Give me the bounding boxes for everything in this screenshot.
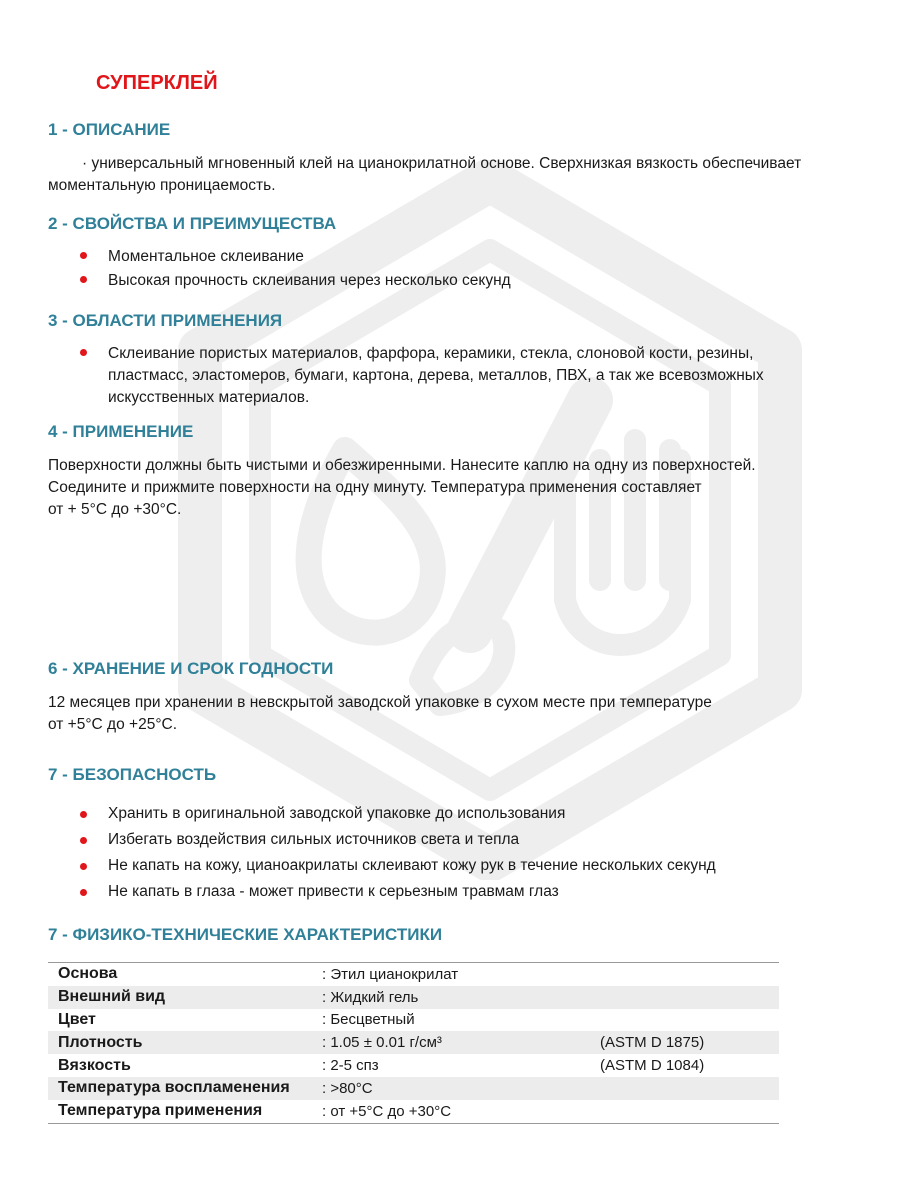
- list-item-text: Избегать воздействия сильных источников света и тепла: [108, 831, 520, 848]
- list-item: [80, 801, 870, 827]
- list-item: [80, 879, 870, 905]
- bullet-dot-icon: [80, 349, 87, 356]
- section-4-line: от + 5°С до +30°С.: [48, 501, 182, 518]
- section-3-list: [80, 343, 870, 409]
- section-6-heading: 6 - ХРАНЕНИЕ И СРОК ГОДНОСТИ: [48, 659, 334, 678]
- table-row: [48, 1077, 779, 1100]
- table-row: [48, 986, 779, 1009]
- section-3-heading: 3 - ОБЛАСТИ ПРИМЕНЕНИЯ: [48, 311, 283, 330]
- list-item: [80, 853, 870, 879]
- section-2-heading: 2 - СВОЙСТВА И ПРЕИМУЩЕСТВА: [48, 214, 337, 233]
- spec-value: : Бесцветный: [322, 1011, 415, 1029]
- section-4-line: Соедините и прижмите поверхности на одну минуту. Температура применения составляет: [48, 479, 702, 496]
- spec-name: Основа: [48, 963, 322, 986]
- spec-name: Цвет: [58, 1010, 96, 1028]
- section-6-line: от +5°С до +25°С.: [48, 716, 178, 733]
- list-item-text: Высокая прочность склеивания через несколько секунд: [108, 272, 511, 289]
- list-item: [80, 246, 860, 268]
- section-4-line: Поверхности должны быть чистыми и обезжиренными. Нанесите каплю на одну из поверхностей.: [48, 457, 756, 474]
- list-item-text: Не капать на кожу, цианоакрилаты склеивают кожу рук в течение нескольких секунд: [108, 857, 716, 874]
- section-1-text: [48, 153, 868, 197]
- section-1-heading: 1 - ОПИСАНИЕ: [48, 120, 171, 139]
- list-item-line: пластмасс, эластомеров, бумаги, картона, дерева, металлов, ПВХ, а так же всевозможных: [108, 367, 764, 384]
- spec-value: : >80°С: [322, 1077, 600, 1100]
- spec-value: : 2-5 спз: [322, 1057, 379, 1075]
- spec-standard: [600, 963, 779, 986]
- spec-value: : Этил цианокрилат: [322, 963, 600, 986]
- list-item: [80, 343, 870, 409]
- list-item: [80, 827, 870, 853]
- spec-name: Температура воспламенения: [48, 1077, 322, 1100]
- table-row: [48, 1009, 779, 1032]
- bullet-dot-icon: [80, 811, 87, 818]
- section-7-heading: 7 - БЕЗОПАСНОСТЬ: [48, 765, 217, 784]
- list-item-line: Склеивание пористых материалов, фарфора, керамики, стекла, слоновой кости, резины,: [108, 345, 754, 362]
- spec-standard: (ASTM D 1875): [600, 1031, 779, 1054]
- section-4-heading: 4 - ПРИМЕНЕНИЕ: [48, 422, 194, 441]
- spec-value: : Жидкий гель: [322, 986, 600, 1009]
- spec-name: Плотность: [48, 1031, 322, 1054]
- section-7-list: [80, 801, 870, 905]
- section-1-line: моментальную проницаемость.: [48, 177, 276, 194]
- section-4-text: [48, 455, 878, 521]
- bullet-dot-icon: [80, 276, 87, 283]
- spec-standard: [600, 1009, 779, 1032]
- table-row: [48, 1100, 779, 1123]
- spec-name: Вязкость: [58, 1056, 131, 1074]
- spec-standard: [600, 986, 779, 1009]
- spec-standard: [600, 1077, 779, 1100]
- spec-standard: [600, 1100, 779, 1123]
- list-item-text: Не капать в глаза - может привести к серьезным травмам глаз: [108, 883, 559, 900]
- bullet-dot-icon: [80, 889, 87, 896]
- bullet-dot-icon: [80, 863, 87, 870]
- document-title: СУПЕРКЛЕЙ: [96, 72, 218, 94]
- specs-table: [48, 962, 779, 1124]
- table-row: [48, 1031, 779, 1054]
- spec-name: Внешний вид: [48, 986, 322, 1009]
- table-row: [48, 1054, 779, 1077]
- section-6-text: [48, 692, 878, 736]
- spec-name: Температура применения: [48, 1100, 322, 1123]
- list-item: [80, 270, 860, 292]
- specs-heading: 7 - ФИЗИКО-ТЕХНИЧЕСКИЕ ХАРАКТЕРИСТИКИ: [48, 925, 443, 944]
- list-item-line: искусственных материалов.: [108, 389, 310, 406]
- section-6-line: 12 месяцев при хранении в невскрытой заводской упаковке в сухом месте при температуре: [48, 694, 712, 711]
- spec-value: : 1.05 ± 0.01 г/см³: [322, 1031, 600, 1054]
- section-1-line: · универсальный мгновенный клей на цианокрилатной основе. Сверхнизкая вязкость обеспечивает: [82, 155, 802, 172]
- list-item-text: Моментальное склеивание: [108, 248, 304, 265]
- list-item-text: Хранить в оригинальной заводской упаковке до использования: [108, 805, 566, 822]
- spec-standard: (ASTM D 1084): [600, 1057, 705, 1075]
- bullet-dot-icon: [80, 252, 87, 259]
- table-row: [48, 963, 779, 986]
- section-2-list: [80, 246, 860, 292]
- bullet-dot-icon: [80, 837, 87, 844]
- spec-value: : от +5°С до +30°С: [322, 1100, 600, 1123]
